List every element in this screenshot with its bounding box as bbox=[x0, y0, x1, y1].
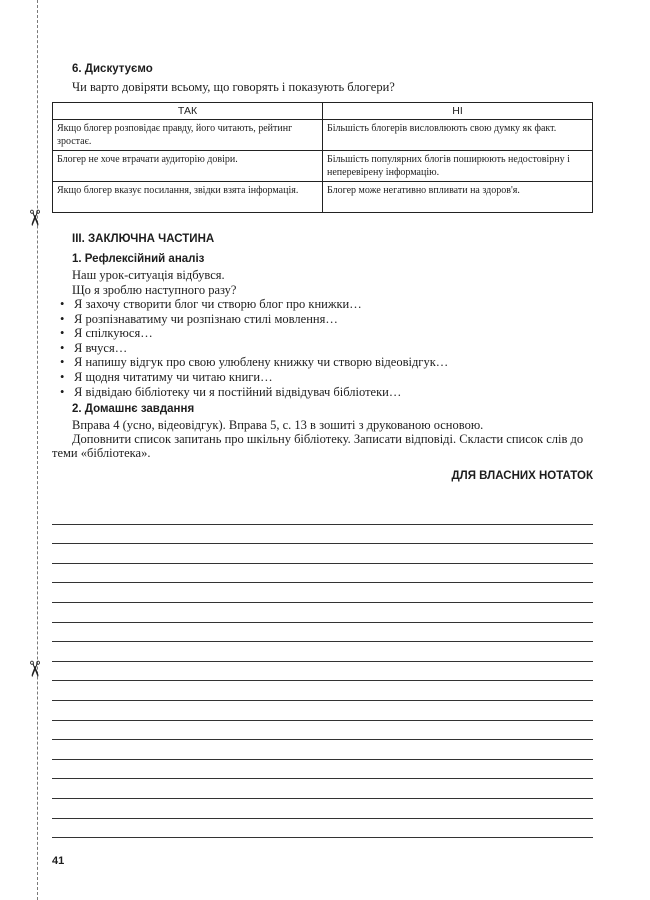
scissors-icon: ✂ bbox=[21, 659, 47, 679]
note-line bbox=[52, 799, 593, 819]
homework-line-2: Доповнити список запитань про шкільну бібліотеку. Записати відповіді. Скласти список слів до bbox=[72, 432, 584, 446]
list-item: • Я захочу створити блог чи створю блог про книжки… bbox=[60, 297, 362, 311]
note-line bbox=[52, 505, 593, 525]
note-line bbox=[52, 681, 593, 701]
list-item: • Я щодня читатиму чи читаю книги… bbox=[60, 369, 273, 384]
scissors-icon: ✂ bbox=[21, 208, 47, 228]
table-row bbox=[53, 151, 593, 182]
reflection-list bbox=[60, 297, 448, 399]
homework-line-3: теми «бібліотека». bbox=[52, 446, 151, 460]
list-item: • Я вчуся… bbox=[60, 340, 128, 355]
list-item: • Я напишу відгук про свою улюблену книжку чи створю відеовідгук… bbox=[60, 355, 449, 370]
table-cell: Якщо блогер вказує посилання, звідки взята інформація. bbox=[53, 182, 323, 213]
note-line bbox=[52, 603, 593, 623]
table-cell: Блогер може негативно впливати на здоров'я. bbox=[323, 182, 593, 213]
notes-lines bbox=[52, 505, 593, 838]
reflection-line-2: Що я зроблю наступного разу? bbox=[72, 283, 237, 297]
note-line bbox=[52, 564, 593, 584]
note-line bbox=[52, 525, 593, 545]
note-line bbox=[52, 701, 593, 721]
discussion-table bbox=[52, 102, 593, 213]
reflection-heading: 1. Рефлексійний аналіз bbox=[72, 253, 205, 265]
discussion-question: Чи варто довіряти всьому, що говорять і показують блогери? bbox=[72, 80, 395, 94]
note-line bbox=[52, 662, 593, 682]
homework-line-1: Вправа 4 (усно, відеовідгук). Вправа 5, с. 13 в зошиті з друкованою основою. bbox=[72, 418, 484, 432]
note-line bbox=[52, 740, 593, 760]
table-cell: Більшість блогерів висловлюють свою думку як факт. bbox=[323, 120, 593, 151]
section-6-heading: 6. Дискутуємо bbox=[72, 63, 153, 75]
section-3-heading: III. ЗАКЛЮЧНА ЧАСТИНА bbox=[72, 233, 215, 245]
list-item: • Я відвідаю бібліотеку чи я постійний відвідувач бібліотеки… bbox=[60, 384, 402, 399]
note-line bbox=[52, 721, 593, 741]
note-line bbox=[52, 642, 593, 662]
note-line bbox=[52, 623, 593, 643]
table-cell: Якщо блогер розповідає правду, його читають, рейтинг зростає. bbox=[53, 120, 323, 151]
table-row bbox=[53, 182, 593, 213]
note-line bbox=[52, 819, 593, 839]
table-cell: Блогер не хоче втрачати аудиторію довіри. bbox=[53, 151, 323, 182]
homework-heading: 2. Домашнє завдання bbox=[72, 403, 195, 415]
table-cell: Більшість популярних блогів поширюють недостовірну і неперевірену інформацію. bbox=[323, 151, 593, 182]
note-line bbox=[52, 583, 593, 603]
notes-title: ДЛЯ ВЛАСНИХ НОТАТОК bbox=[451, 470, 593, 482]
cut-line bbox=[37, 0, 38, 900]
reflection-line-1: Наш урок-ситуація відбувся. bbox=[72, 268, 225, 282]
note-line bbox=[52, 779, 593, 799]
note-line bbox=[52, 760, 593, 780]
list-item: • Я розпізнаватиму чи розпізнаю стилі мовлення… bbox=[60, 311, 338, 326]
list-item: • Я спілкуюся… bbox=[60, 326, 153, 341]
page-number: 41 bbox=[52, 855, 65, 867]
table-header-no: НІ bbox=[323, 103, 593, 120]
note-line bbox=[52, 544, 593, 564]
table-header-yes: ТАК bbox=[53, 103, 323, 120]
table-row bbox=[53, 120, 593, 151]
